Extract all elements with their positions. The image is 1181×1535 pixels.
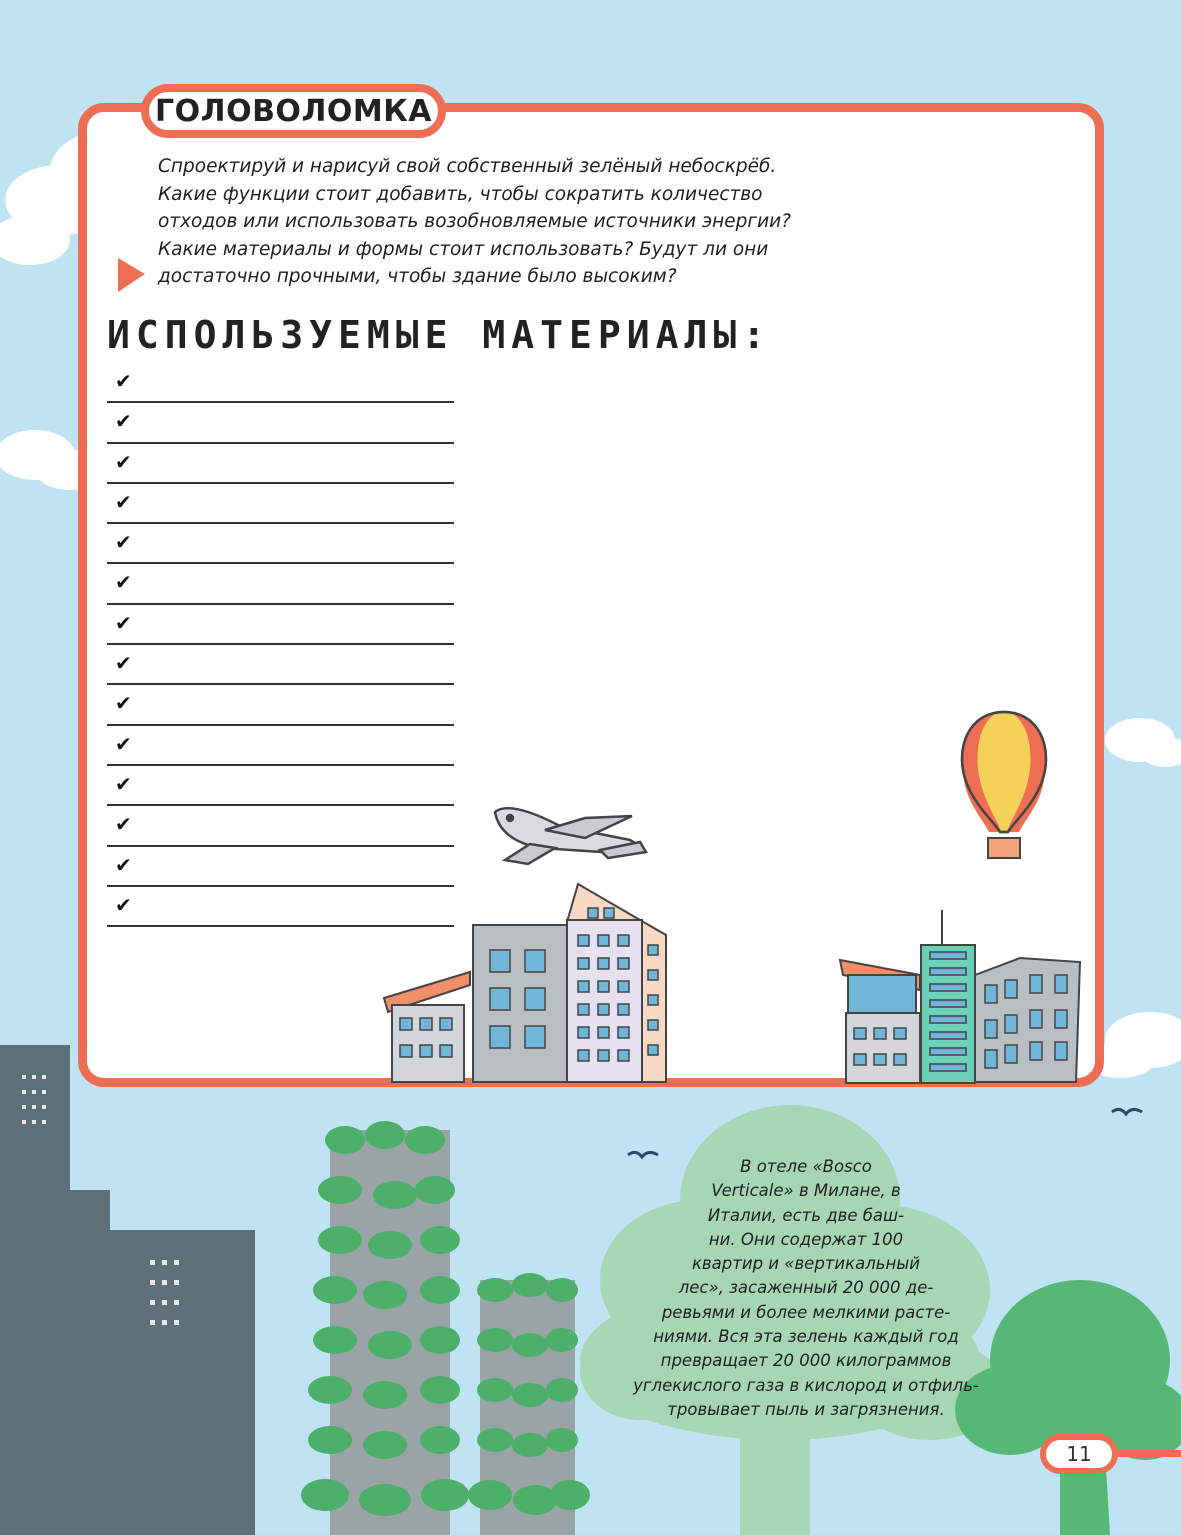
puzzle-instructions: [158, 153, 798, 291]
check-icon: ✔: [115, 409, 132, 434]
checklist-row[interactable]: [107, 444, 454, 484]
materials-heading: ИСПОЛЬЗУЕМЫЕ МАТЕРИАЛЫ:: [107, 313, 772, 357]
fact-line: превращает 20 000 килограммов: [660, 1351, 952, 1371]
checklist-row[interactable]: [107, 847, 454, 887]
checklist-row[interactable]: [107, 564, 454, 604]
arrow-icon: [118, 258, 145, 292]
fact-line: ни. Они содержат 100: [708, 1229, 904, 1249]
check-icon: ✔: [115, 731, 132, 756]
check-icon: ✔: [115, 852, 132, 877]
checklist-row[interactable]: [107, 484, 454, 524]
fact-line: В отеле «Bosco: [740, 1157, 872, 1176]
instruction-line: Какие функции стоит добавить, чтобы сократить количество: [158, 183, 763, 205]
check-icon: ✔: [115, 691, 132, 716]
instruction-line: Какие материалы и формы стоит использовать? Будут ли они: [158, 238, 769, 260]
checklist-row[interactable]: [107, 726, 454, 766]
checklist-row[interactable]: [107, 685, 454, 725]
puzzle-title: ГОЛОВОЛОМКА: [155, 93, 432, 129]
fact-line: углекислого газа в кислород и отфиль-: [633, 1375, 979, 1395]
checklist-row[interactable]: [107, 403, 454, 443]
check-icon: ✔: [115, 771, 132, 796]
fact-line: тровывает пыль и загрязнения.: [667, 1399, 945, 1419]
airplane-icon: [495, 808, 646, 864]
check-icon: ✔: [115, 812, 132, 837]
fact-line: ниями. Вся эта зелень каждый год: [653, 1327, 959, 1347]
checklist-row[interactable]: [107, 887, 454, 927]
materials-checklist: [107, 363, 454, 927]
fact-line: ревьями и более мелкими расте-: [661, 1302, 951, 1322]
instruction-line: отходов или использовать возобновляемые источники энергии?: [158, 211, 791, 232]
check-icon: ✔: [115, 489, 132, 514]
instruction-line: Спроектируй и нарисуй свой собственный зелёный небоскрёб.: [158, 156, 777, 177]
check-icon: ✔: [115, 449, 132, 474]
check-icon: ✔: [115, 892, 132, 917]
fact-line: Verticale» в Милане, в: [711, 1181, 901, 1201]
page-number: 11: [1040, 1434, 1118, 1474]
check-icon: ✔: [115, 570, 132, 595]
hot-air-balloon-icon: [962, 712, 1046, 858]
check-icon: ✔: [115, 651, 132, 676]
check-icon: ✔: [115, 530, 132, 555]
checklist-row[interactable]: [107, 524, 454, 564]
checklist-row[interactable]: [107, 645, 454, 685]
checklist-row[interactable]: [107, 363, 454, 403]
fact-text: [616, 1155, 996, 1422]
puzzle-title-tab: [141, 84, 446, 138]
fact-line: лес», засаженный 20 000 де-: [678, 1278, 934, 1298]
instruction-line: достаточно прочными, чтобы здание было высоким?: [158, 266, 677, 287]
check-icon: ✔: [115, 369, 132, 393]
checklist-row[interactable]: [107, 806, 454, 846]
checklist-row[interactable]: [107, 766, 454, 806]
checklist-row[interactable]: [107, 605, 454, 645]
fact-line: квартир и «вертикальный: [691, 1254, 921, 1274]
check-icon: ✔: [115, 610, 132, 635]
fact-line: Италии, есть две баш-: [707, 1205, 905, 1225]
